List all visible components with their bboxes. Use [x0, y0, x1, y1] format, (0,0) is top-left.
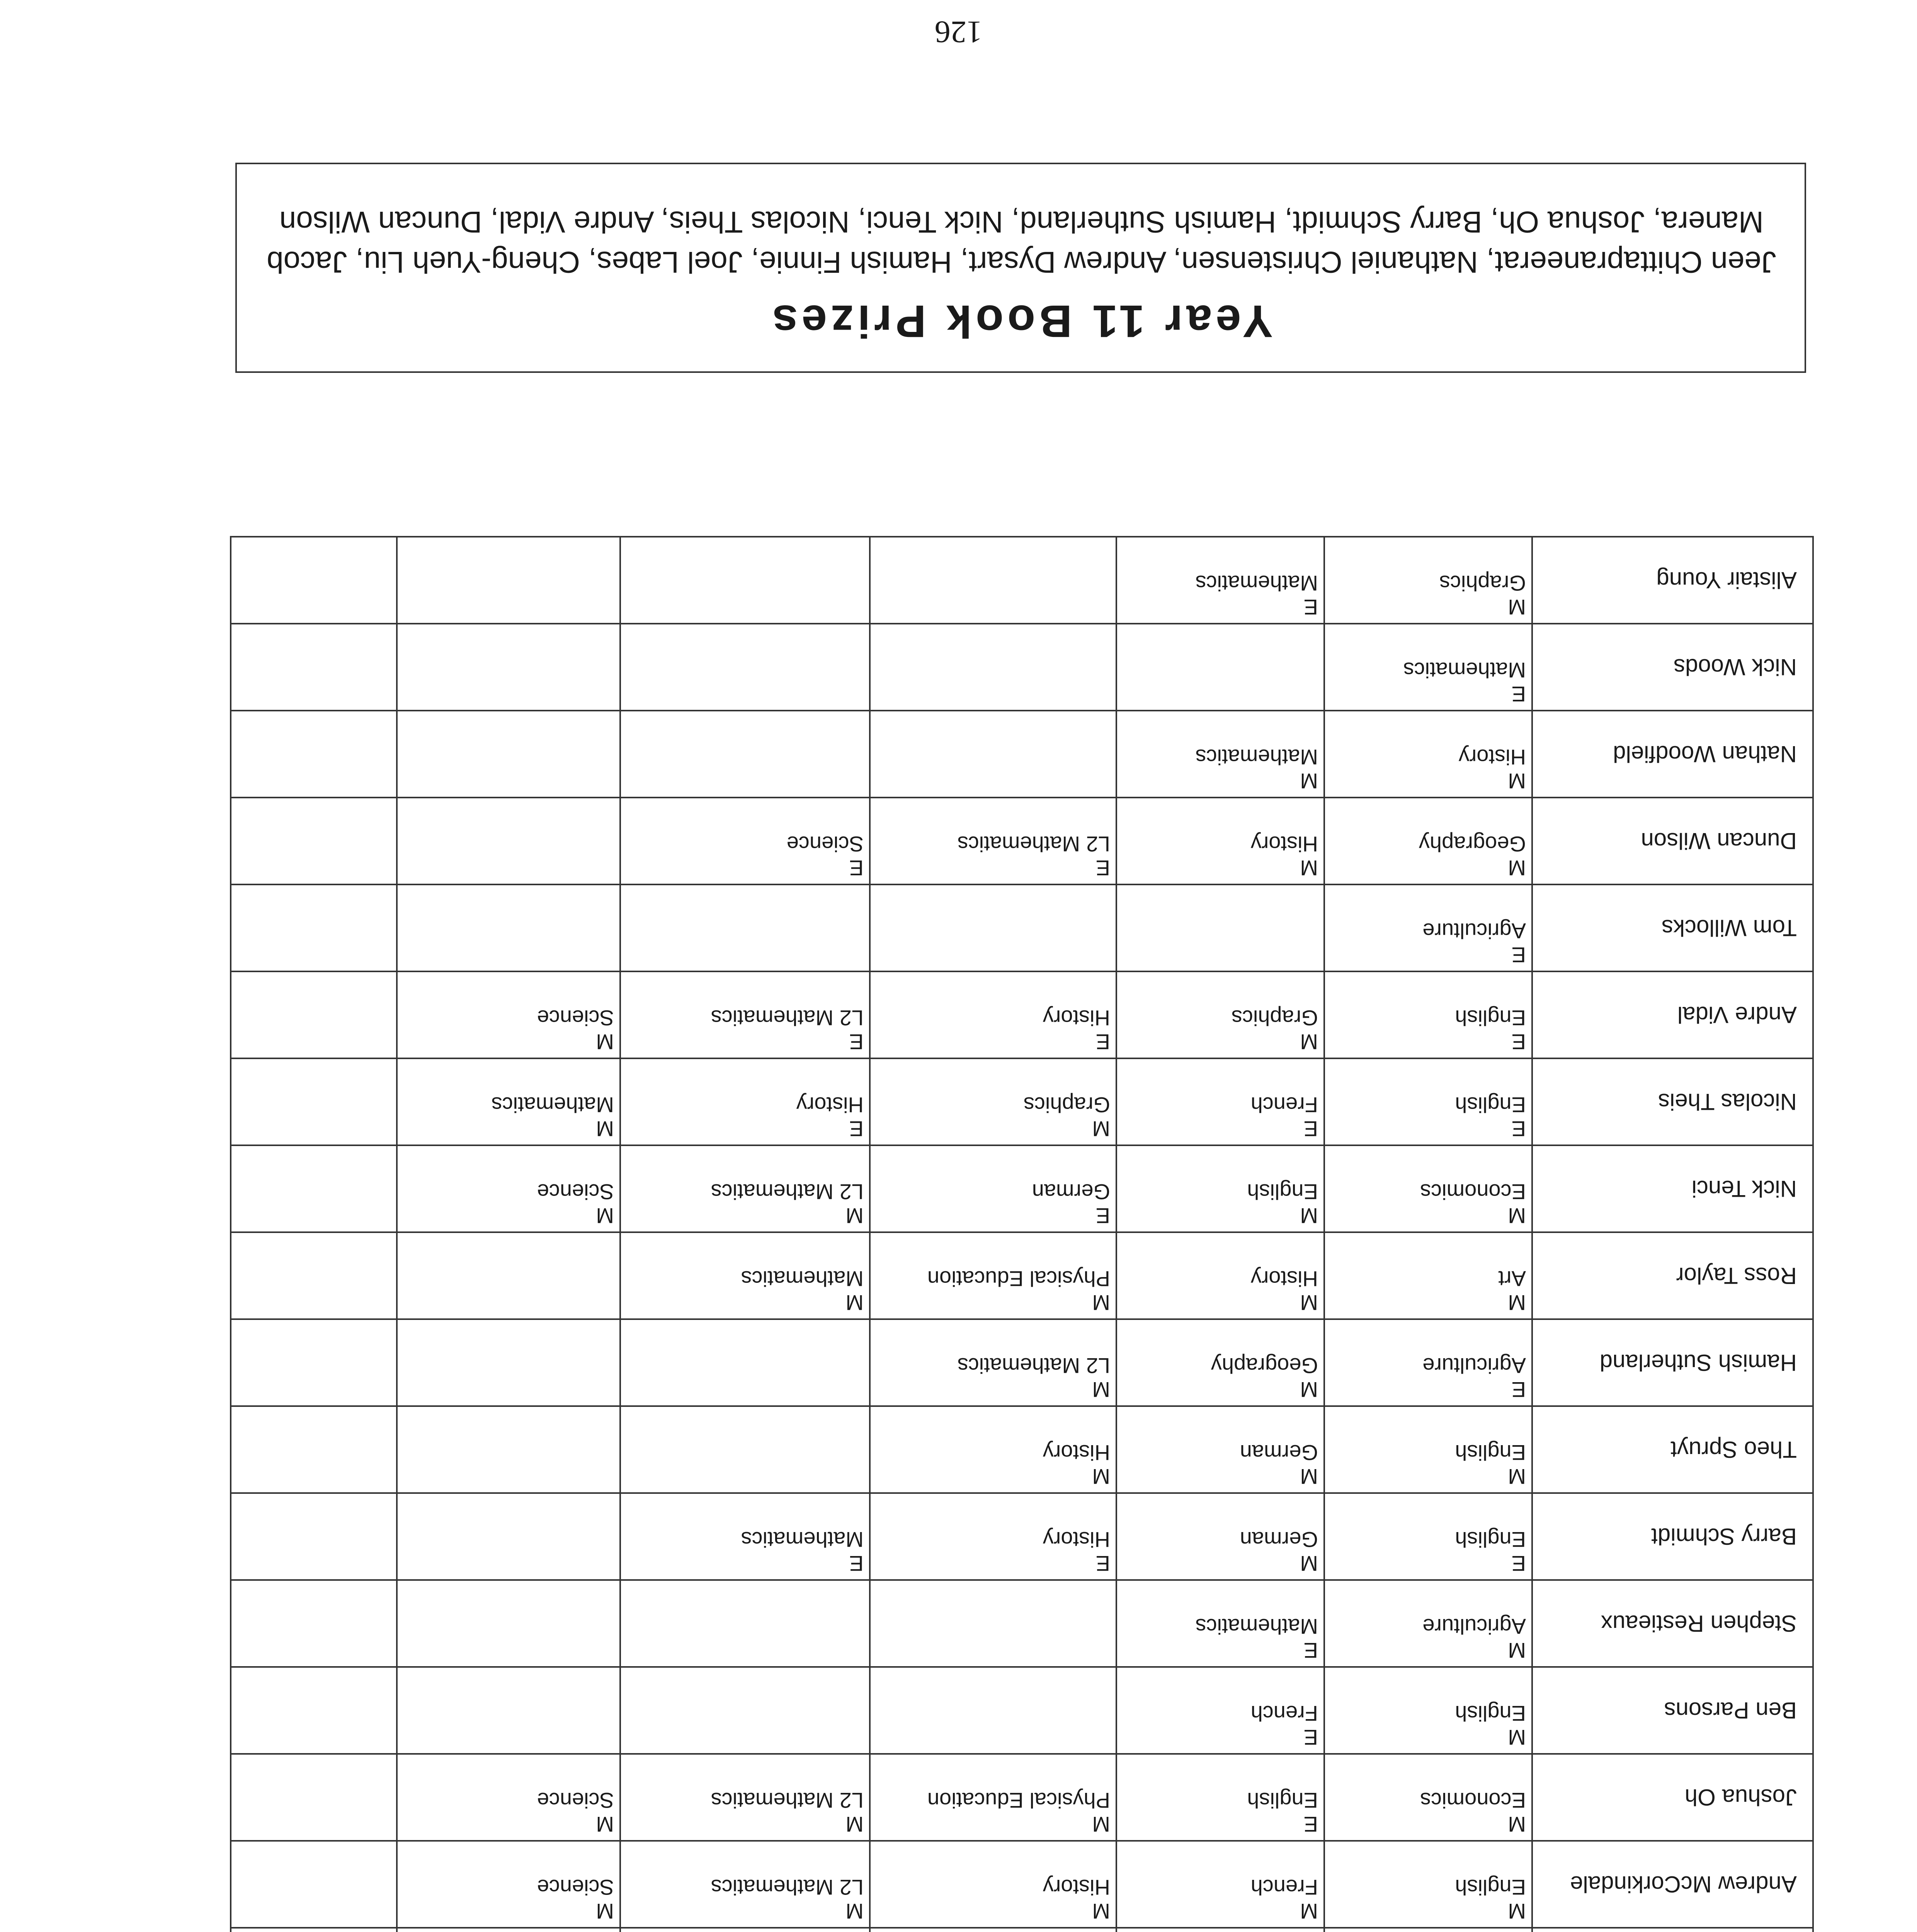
subject-cell [1116, 1841, 1324, 1928]
subject-cell [1324, 1058, 1532, 1145]
subject-name: Agriculture [1422, 1354, 1526, 1378]
subject-cell [1324, 1928, 1532, 1932]
student-name: Nathan Woodfield [1532, 711, 1813, 798]
subject-cell [620, 1145, 870, 1232]
table-row [231, 1232, 1813, 1319]
subject-cell [1324, 1667, 1532, 1754]
subject-cell [1116, 711, 1324, 798]
subject-name: German [1032, 1180, 1110, 1204]
subject-cell [1116, 1145, 1324, 1232]
subject-cell [1324, 1493, 1532, 1580]
student-name: Andrew McCorkindale [1532, 1841, 1813, 1928]
table-body [231, 537, 1813, 1932]
subject-name: English [1455, 1875, 1526, 1900]
subject-cell [870, 1580, 1116, 1667]
table-row [231, 1928, 1813, 1932]
subject-cell [397, 1928, 620, 1932]
subject-cell [1116, 1493, 1324, 1580]
subject-cell [870, 624, 1116, 711]
grade-letter: E [1511, 1551, 1526, 1576]
table-row [231, 1493, 1813, 1580]
student-name: Stephen Restieaux [1532, 1580, 1813, 1667]
subject-cell [870, 1841, 1116, 1928]
subject-cell [1116, 884, 1324, 971]
subject-cell [1116, 1232, 1324, 1319]
subject-name: L2 Mathematics [711, 1788, 864, 1813]
table-row [231, 624, 1813, 711]
subject-name: Mathematics [1195, 1614, 1318, 1639]
subject-cell [1324, 1754, 1532, 1841]
subject-cell [1324, 1841, 1532, 1928]
subject-cell [1324, 1145, 1532, 1232]
subject-cell [620, 1667, 870, 1754]
subject-name: History [1250, 832, 1318, 856]
honours-table [230, 536, 1814, 1932]
subject-name: Graphics [1231, 1006, 1318, 1030]
table-row [231, 798, 1813, 884]
subject-cell [231, 1145, 397, 1232]
grade-letter: M [1300, 1378, 1318, 1402]
grade-letter: E [1511, 943, 1526, 967]
grade-letter: M [1508, 1899, 1526, 1923]
subject-cell [870, 1145, 1116, 1232]
subject-cell [397, 711, 620, 798]
subject-cell [1116, 1406, 1324, 1493]
subject-cell [870, 1319, 1116, 1406]
subject-cell [397, 1406, 620, 1493]
grade-letter: M [1300, 856, 1318, 880]
subject-cell [870, 1754, 1116, 1841]
grade-letter: M [845, 1899, 864, 1923]
grade-letter: M [1300, 1030, 1318, 1054]
grade-letter: M [1300, 1551, 1318, 1576]
subject-cell [620, 1754, 870, 1841]
subject-name: English [1455, 1527, 1526, 1552]
table-row [231, 537, 1813, 624]
subject-name: History [1043, 1006, 1110, 1030]
student-name: Hamish Sutherland [1532, 1319, 1813, 1406]
subject-name: Science [786, 832, 864, 856]
table-row [231, 1667, 1813, 1754]
subject-cell [397, 1667, 620, 1754]
subject-name: Graphics [1023, 1093, 1110, 1117]
subject-cell [870, 537, 1116, 624]
subject-cell [1324, 798, 1532, 884]
subject-name: Science [537, 1180, 614, 1204]
subject-name: Art [1498, 1267, 1526, 1291]
grade-letter: E [1095, 1030, 1110, 1054]
table-row [231, 1580, 1813, 1667]
subject-name: German [1240, 1440, 1318, 1465]
subject-cell [1324, 1580, 1532, 1667]
subject-cell [1324, 1406, 1532, 1493]
grade-letter: M [596, 1030, 614, 1054]
grade-letter: M [845, 1204, 864, 1228]
subject-name: L2 Mathematics [957, 832, 1110, 856]
subject-cell [397, 1754, 620, 1841]
subject-cell [620, 884, 870, 971]
table-row [231, 1754, 1813, 1841]
subject-name: History [1043, 1875, 1110, 1900]
subject-name: Science [537, 1788, 614, 1813]
subject-cell [231, 798, 397, 884]
grade-letter: M [596, 1812, 614, 1837]
subject-cell [620, 537, 870, 624]
table-row [231, 1145, 1813, 1232]
subject-name: Mathematics [1195, 571, 1318, 595]
subject-cell [870, 1406, 1116, 1493]
subject-cell [397, 537, 620, 624]
subject-cell [1324, 971, 1532, 1058]
subject-name: Science [537, 1875, 614, 1900]
subject-cell [231, 884, 397, 971]
subject-cell [870, 711, 1116, 798]
grade-letter: M [1300, 1204, 1318, 1228]
table-row [231, 1841, 1813, 1928]
grade-letter: M [596, 1899, 614, 1923]
subject-cell [397, 798, 620, 884]
subject-cell [231, 537, 397, 624]
subject-cell [620, 1058, 870, 1145]
grade-letter: E [849, 1030, 864, 1054]
subject-cell [620, 1580, 870, 1667]
subject-cell [231, 1928, 397, 1932]
grade-letter: E [1095, 1204, 1110, 1228]
subject-name: Physical Education [927, 1788, 1110, 1813]
student-name: Alistair Young [1532, 537, 1813, 624]
grade-letter: M [1508, 1204, 1526, 1228]
subject-cell [231, 711, 397, 798]
subject-cell [620, 624, 870, 711]
subject-cell [231, 1841, 397, 1928]
grade-letter: E [1303, 595, 1318, 619]
subject-cell [870, 1667, 1116, 1754]
student-name: Nicolas Theis [1532, 1058, 1813, 1145]
subject-cell [1324, 711, 1532, 798]
grade-letter: M [1092, 1464, 1110, 1489]
grade-letter: M [1508, 1725, 1526, 1750]
student-name: Nick Tenci [1532, 1145, 1813, 1232]
student-name: Joshua Oh [1532, 1754, 1813, 1841]
subject-name: History [1043, 1440, 1110, 1465]
subject-name: Mathematics [491, 1093, 614, 1117]
subject-cell [1116, 971, 1324, 1058]
subject-name: L2 Mathematics [711, 1180, 864, 1204]
subject-cell [1116, 1580, 1324, 1667]
subject-cell [397, 1232, 620, 1319]
subject-name: History [1043, 1527, 1110, 1552]
grade-letter: E [1303, 1638, 1318, 1663]
grade-letter: E [1095, 856, 1110, 880]
subject-cell [397, 1841, 620, 1928]
subject-cell [1116, 1754, 1324, 1841]
grade-letter: M [1508, 856, 1526, 880]
student-name: Barry Schmidt [1532, 1493, 1813, 1580]
subject-name: French [1250, 1701, 1318, 1726]
subject-name: L2 Mathematics [711, 1875, 864, 1900]
grade-letter: M [1508, 1638, 1526, 1663]
subject-name: English [1455, 1006, 1526, 1030]
subject-name: English [1247, 1180, 1318, 1204]
subject-cell [870, 884, 1116, 971]
grade-letter: E [1511, 1030, 1526, 1054]
subject-cell [870, 1493, 1116, 1580]
grade-letter: M [596, 1117, 614, 1141]
grade-letter: M [1300, 1464, 1318, 1489]
grade-letter: M [1300, 1291, 1318, 1315]
student-name: Tom Willocks [1532, 884, 1813, 971]
subject-name: German [1240, 1527, 1318, 1552]
grade-letter: M [596, 1204, 614, 1228]
subject-cell [620, 798, 870, 884]
subject-cell [231, 1754, 397, 1841]
subject-cell [1116, 1667, 1324, 1754]
grade-letter: E [849, 1551, 864, 1576]
subject-cell [1324, 1232, 1532, 1319]
subject-cell [1116, 798, 1324, 884]
grade-letter: E [1511, 1117, 1526, 1141]
subject-cell [231, 1058, 397, 1145]
subject-name: English [1455, 1701, 1526, 1726]
subject-cell [231, 1319, 397, 1406]
grade-letter: M [1508, 1291, 1526, 1315]
book-prizes-names: Jeen Chittapraneerat, Nathaniel Christensen, Andrew Dysart, Hamish Finnie, Joel Labes, Cheng-Yueh Liu, Jacob Manera, Joshua Oh, Barry Schmidt, Hamish Sutherland, Nick Tenci, Nicolas Theis, Andre Vidal, Duncan Wilson [267, 205, 1776, 279]
subject-name: Mathematics [741, 1267, 864, 1291]
grade-letter: M [845, 1291, 864, 1315]
grade-letter: E [1303, 1812, 1318, 1837]
subject-cell [231, 1493, 397, 1580]
subject-cell [397, 624, 620, 711]
subject-cell [231, 1232, 397, 1319]
table-row [231, 1319, 1813, 1406]
grade-letter: M [1092, 1378, 1110, 1402]
subject-name: Geography [1419, 832, 1526, 856]
subject-name: French [1250, 1875, 1318, 1900]
grade-letter: E [1511, 1378, 1526, 1402]
student-name: Andre Vidal [1532, 971, 1813, 1058]
grade-letter: M [1508, 595, 1526, 619]
subject-cell [620, 1841, 870, 1928]
subject-cell [397, 1145, 620, 1232]
subject-name: History [796, 1093, 864, 1117]
grade-letter: E [1303, 1725, 1318, 1750]
student-name [1532, 1928, 1813, 1932]
page-number: 126 [935, 15, 982, 50]
subject-cell [1116, 537, 1324, 624]
grade-letter: M [1092, 1117, 1110, 1141]
subject-cell [231, 1406, 397, 1493]
subject-name: History [1458, 745, 1526, 769]
grade-letter: M [1092, 1812, 1110, 1837]
table-row [231, 884, 1813, 971]
grade-letter: M [1300, 1899, 1318, 1923]
subject-cell [620, 1319, 870, 1406]
student-name: Ross Taylor [1532, 1232, 1813, 1319]
student-name: Duncan Wilson [1532, 798, 1813, 884]
subject-cell [620, 1406, 870, 1493]
student-name: Nick Woods [1532, 624, 1813, 711]
grade-letter: E [1511, 682, 1526, 706]
subject-name: L2 Mathematics [711, 1006, 864, 1030]
subject-name: Economics [1420, 1788, 1526, 1813]
grade-letter: M [1092, 1291, 1110, 1315]
grade-letter: M [1300, 769, 1318, 793]
grade-letter: M [1092, 1899, 1110, 1923]
book-prizes-box [235, 163, 1806, 373]
subject-cell [1324, 1319, 1532, 1406]
grade-letter: E [849, 1117, 864, 1141]
subject-name: English [1455, 1440, 1526, 1465]
subject-cell [397, 884, 620, 971]
grade-letter: M [1508, 1812, 1526, 1837]
subject-cell [231, 624, 397, 711]
subject-cell [1324, 624, 1532, 711]
subject-cell [1324, 537, 1532, 624]
subject-name: L2 Mathematics [957, 1354, 1110, 1378]
grade-letter: E [1095, 1551, 1110, 1576]
subject-name: Agriculture [1422, 1614, 1526, 1639]
subject-name: History [1250, 1267, 1318, 1291]
subject-cell [397, 971, 620, 1058]
subject-cell [397, 1580, 620, 1667]
subject-cell [870, 1232, 1116, 1319]
subject-cell [1116, 624, 1324, 711]
table-row [231, 711, 1813, 798]
subject-cell [397, 1493, 620, 1580]
subject-name: Physical Education [927, 1267, 1110, 1291]
table-row [231, 1406, 1813, 1493]
subject-cell [870, 798, 1116, 884]
subject-cell [870, 1928, 1116, 1932]
subject-name: Mathematics [1403, 658, 1526, 682]
student-name: Theo Spruyt [1532, 1406, 1813, 1493]
subject-name: Economics [1420, 1180, 1526, 1204]
subject-cell [870, 1058, 1116, 1145]
subject-cell [620, 971, 870, 1058]
grade-letter: E [849, 856, 864, 880]
student-name: Ben Parsons [1532, 1667, 1813, 1754]
subject-cell [620, 1493, 870, 1580]
subject-cell [620, 711, 870, 798]
subject-cell [1324, 884, 1532, 971]
subject-name: Mathematics [741, 1527, 864, 1552]
subject-cell [620, 1232, 870, 1319]
subject-cell [231, 1667, 397, 1754]
grade-letter: M [845, 1812, 864, 1837]
subject-cell [620, 1928, 870, 1932]
subject-cell [231, 1580, 397, 1667]
grade-letter: E [1303, 1117, 1318, 1141]
subject-name: Geography [1211, 1354, 1318, 1378]
table-row [231, 971, 1813, 1058]
subject-name: Graphics [1439, 571, 1526, 595]
grade-letter: M [1508, 769, 1526, 793]
subject-name: Science [537, 1006, 614, 1030]
subject-cell [397, 1319, 620, 1406]
subject-cell [1116, 1928, 1324, 1932]
subject-name: Agriculture [1422, 919, 1526, 943]
subject-cell [1116, 1319, 1324, 1406]
subject-cell [397, 1058, 620, 1145]
subject-cell [231, 971, 397, 1058]
book-prizes-title: Year 11 Book Prizes [768, 296, 1273, 347]
subject-cell [1116, 1058, 1324, 1145]
subject-name: Mathematics [1195, 745, 1318, 769]
subject-cell [870, 971, 1116, 1058]
subject-name: French [1250, 1093, 1318, 1117]
table-row [231, 1058, 1813, 1145]
subject-name: English [1455, 1093, 1526, 1117]
subject-name: English [1247, 1788, 1318, 1813]
grade-letter: M [1508, 1464, 1526, 1489]
